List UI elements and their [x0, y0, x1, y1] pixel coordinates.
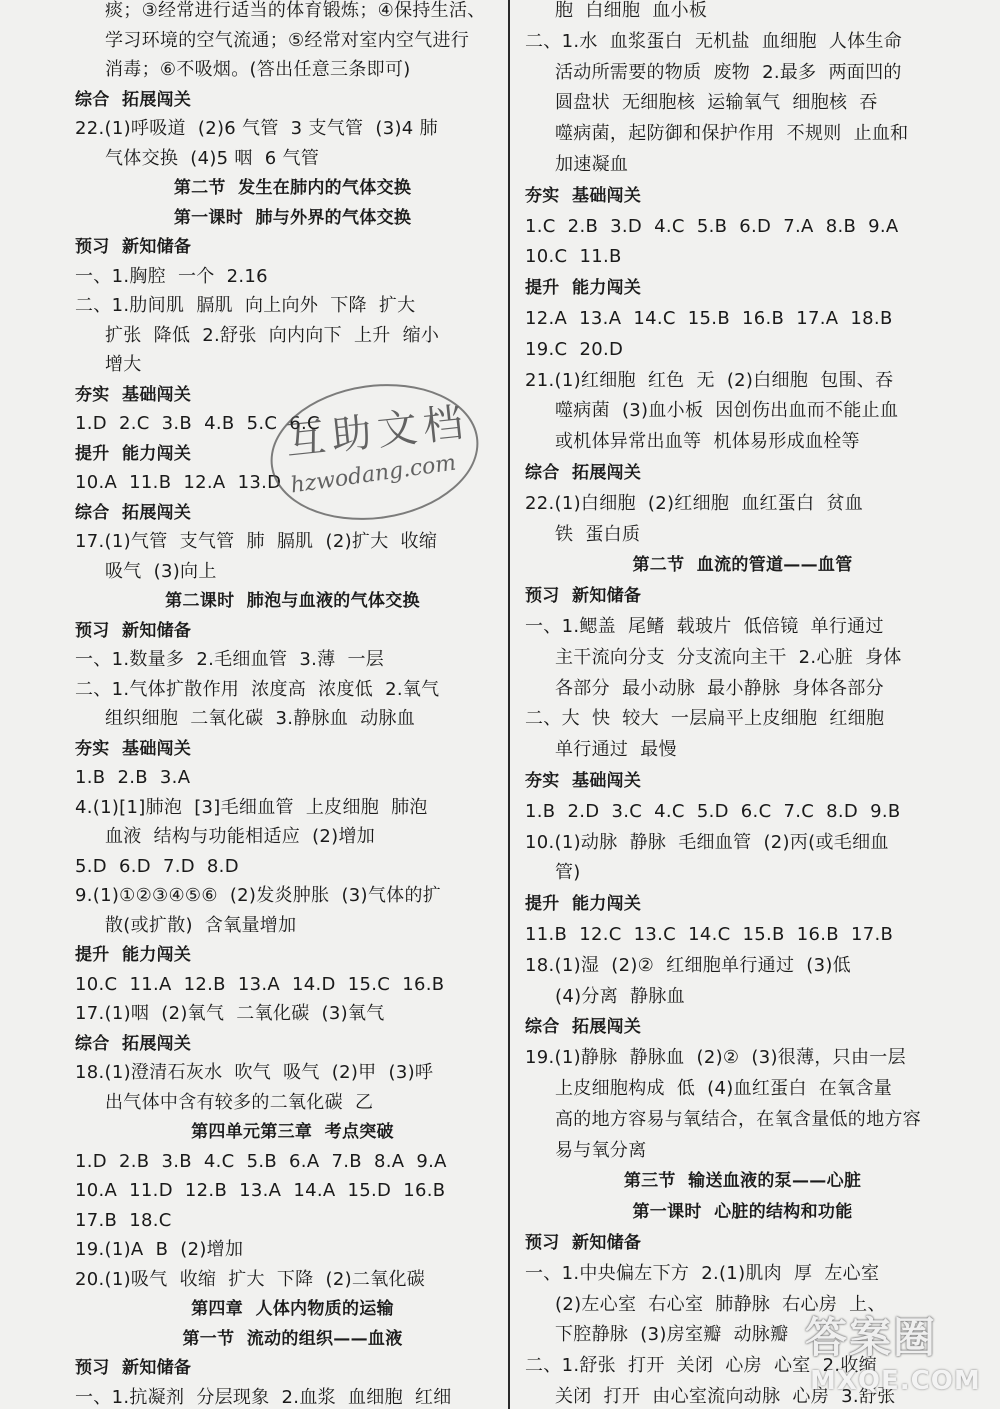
answer-line: 圆盘状 无细胞核 运输氧气 细胞核 吞 [555, 92, 878, 114]
answer-line: 下腔静脉 (3)房室瓣 动脉瓣 [555, 1324, 789, 1346]
answer-line: 组织细胞 二氧化碳 3.静脉血 动脉血 [105, 708, 416, 729]
answer-line: 17.(1)咽 (2)氧气 二氧化碳 (3)氧气 [75, 1003, 385, 1024]
section-heading: 第一课时 心脏的结构和功能 [632, 1202, 853, 1223]
answer-line: 21.(1)红细胞 红色 无 (2)白细胞 包围、吞 [525, 369, 894, 391]
section-heading: 第二节 血流的管道——血管 [632, 555, 853, 576]
answer-line: 加速凝血 [555, 154, 629, 175]
answer-line: 主干流向分支 分支流向主干 2.心脏 身体 [555, 646, 902, 668]
section-label: 夯实 基础闯关 [525, 185, 642, 206]
section-heading: 第四单元第三章 考点突破 [191, 1122, 394, 1142]
answer-line: 4.(1)[1]肺泡 [3]毛细血管 上皮细胞 肺泡 [75, 796, 428, 818]
answer-line: 18.(1)湿 (2)② 红细胞单行通过 (3)低 [525, 954, 851, 976]
answer-line: 一、1.鳃盖 尾鳍 载玻片 低倍镜 单行通过 [525, 616, 884, 637]
section-heading: 第一节 流动的组织——血液 [182, 1328, 403, 1349]
answer-line: 1.B 2.D 3.C 4.C 5.D 6.C 7.C 8.D 9.B [525, 800, 901, 822]
answer-line: 二、1.舒张 打开 关闭 心房 心室 2.收缩 [525, 1355, 877, 1377]
answer-line: 易与氧分离 [555, 1139, 647, 1161]
answer-line: 22.(1)呼吸道 (2)6 气管 3 支气管 (3)4 肺 [75, 118, 438, 139]
answer-line: 二、1.肋间肌 膈肌 向上向外 下降 扩大 [75, 295, 416, 316]
answer-line: 10.(1)动脉 静脉 毛细血管 (2)丙(或毛细血 [525, 831, 889, 853]
section-label: 预习 新知储备 [525, 586, 642, 607]
answer-line: 各部分 最小动脉 最小静脉 身体各部分 [555, 677, 884, 699]
answer-line: 1.D 2.B 3.B 4.C 5.B 6.A 7.B 8.A 9.A [75, 1150, 447, 1172]
answer-line: 11.B 12.C 13.C 14.C 15.B 16.B 17.B [525, 924, 894, 945]
answer-line: 1.B 2.B 3.A [75, 767, 191, 788]
section-label: 夯实 基础闯关 [75, 384, 192, 405]
section-label: 提升 能力闯关 [525, 278, 642, 299]
answer-line: 9.(1)①②③④⑤⑥ (2)发炎肿胀 (3)气体的扩 [75, 885, 442, 906]
answer-line: 19.(1)静脉 静脉血 (2)② (3)很薄，只由一层 [525, 1047, 906, 1069]
watermark [255, 380, 525, 525]
answer-line: 5.D 6.D 7.D 8.D [75, 855, 239, 877]
section-label: 夯实 基础闯关 [525, 771, 642, 791]
answer-line: 增大 [105, 354, 142, 375]
answer-line: 或机体异常出血等 机体易形成血栓等 [555, 431, 860, 453]
section-heading: 第二节 发生在肺内的气体交换 [173, 178, 412, 198]
column-divider [508, 0, 510, 1409]
watermark-text: 互助文档 [283, 399, 472, 465]
section-label: 预习 新知储备 [75, 620, 192, 641]
answer-line: 1.D 2.C 3.B 4.B 5.C 6.C [75, 413, 320, 434]
site-stamp [800, 1300, 995, 1405]
answer-line: 高的地方容易与氧结合，在氧含量低的地方容 [555, 1108, 921, 1130]
section-label: 综合 拓展闯关 [525, 463, 642, 483]
answer-line: 一、1.抗凝剂 分层现象 2.血浆 血细胞 红细 [75, 1386, 452, 1408]
answer-line: 出气体中含有较多的二氧化碳 乙 [105, 1091, 374, 1113]
section-label: 提升 能力闯关 [525, 894, 642, 915]
answer-line: 吸气 (3)向上 [105, 560, 217, 582]
stamp-url: MXQE.COM [810, 1366, 981, 1396]
section-label: 综合 拓展闯关 [525, 1017, 642, 1038]
answer-line: 上皮细胞构成 低 (4)血红蛋白 在氧含量 [555, 1078, 893, 1099]
answer-line: 10.A 11.B 12.A 13.D [75, 472, 282, 493]
section-label: 预习 新知储备 [75, 1358, 192, 1378]
answer-line: 扩张 降低 2.舒张 向内向下 上升 缩小 [105, 324, 440, 346]
watermark-url: hzwodang.com [289, 450, 458, 499]
answer-line: 一、1.数量多 2.毛细血管 3.薄 一层 [75, 649, 385, 670]
answer-line: 气体交换 (4)5 咽 6 气管 [105, 147, 320, 169]
answer-line: 20.(1)吸气 收缩 扩大 下降 (2)二氧化碳 [75, 1268, 426, 1290]
section-heading: 第一课时 肺与外界的气体交换 [173, 207, 412, 228]
answer-line: 散(或扩散) 含氧量增加 [105, 914, 297, 936]
section-heading: 第二课时 肺泡与血液的气体交换 [165, 591, 420, 611]
answer-line: 19.(1)A B (2)增加 [75, 1239, 244, 1260]
section-label: 提升 能力闯关 [75, 443, 192, 464]
answer-line: 1.C 2.B 3.D 4.C 5.B 6.D 7.A 8.B 9.A [525, 215, 899, 237]
answer-line: 铁 蛋白质 [555, 523, 641, 545]
answer-line: 学习环境的空气流通；⑤经常对室内空气进行 [105, 29, 470, 51]
answer-line: 12.A 13.A 14.C 15.B 16.B 17.A 18.B [525, 308, 893, 329]
section-label: 夯实 基础闯关 [75, 738, 192, 759]
answer-line: 血液 结构与功能相适应 (2)增加 [105, 826, 376, 847]
answer-line: 活动所需要的物质 废物 2.最多 两面凹的 [555, 61, 902, 83]
answer-line: 关闭 打开 由心室流向动脉 心房 3.舒张 [555, 1386, 896, 1407]
answer-line: 管) [555, 862, 581, 884]
answer-line: 噬病菌，起防御和保护作用 不规则 止血和 [555, 123, 909, 145]
section-heading: 第三节 输送血液的泵——心脏 [623, 1171, 862, 1192]
answer-line: (2)左心室 右心室 肺静脉 右心房 上、 [555, 1293, 886, 1315]
left-column [75, 0, 510, 1409]
answer-line: 10.A 11.D 12.B 13.A 14.A 15.D 16.B [75, 1180, 446, 1201]
answer-line: 二、1.气体扩散作用 浓度高 浓度低 2.氧气 [75, 678, 440, 700]
answer-line: 17.B 18.C [75, 1209, 172, 1231]
answer-line: 19.C 20.D [525, 338, 624, 360]
answer-line: 胞 白细胞 血小板 [555, 0, 708, 21]
section-label: 综合 拓展闯关 [75, 89, 192, 110]
section-heading: 第四章 人体内物质的运输 [191, 1299, 394, 1319]
answer-line: 二、1.水 血浆蛋白 无机盐 血细胞 人体生命 [525, 30, 903, 52]
answer-line: 二、大 快 较大 一层扁平上皮细胞 红细胞 [525, 708, 885, 730]
answer-line: 消毒；⑥不吸烟。(答出任意三条即可) [105, 59, 411, 80]
answer-line: 噬病菌 (3)血小板 因创伤出血而不能止血 [555, 400, 899, 422]
answer-line: 22.(1)白细胞 (2)红细胞 血红蛋白 贫血 [525, 492, 864, 514]
section-label: 综合 拓展闯关 [75, 502, 192, 523]
section-label: 预习 新知储备 [75, 237, 192, 257]
section-label: 提升 能力闯关 [75, 945, 192, 965]
answer-line: 10.C 11.B [525, 246, 622, 268]
section-label: 预习 新知储备 [525, 1233, 642, 1253]
answer-line: 17.(1)气管 支气管 肺 膈肌 (2)扩大 收缩 [75, 531, 438, 552]
right-column [525, 0, 960, 1409]
answer-line: 单行通过 最慢 [555, 739, 677, 761]
section-label: 综合 拓展闯关 [75, 1033, 192, 1054]
answer-line: 痰；③经常进行适当的体育锻炼；④保持生活、 [105, 0, 486, 21]
answer-line: 一、1.胸腔 一个 2.16 [75, 265, 268, 287]
answer-line: (4)分离 静脉血 [555, 985, 685, 1007]
stamp-logo-text: 答案圈 [805, 1313, 938, 1362]
answer-line: 一、1.中央偏左下方 2.(1)肌肉 厚 左心室 [525, 1262, 880, 1284]
answer-line: 10.C 11.A 12.B 13.A 14.D 15.C 16.B [75, 973, 445, 995]
answer-line: 18.(1)澄清石灰水 吹气 吸气 (2)甲 (3)呼 [75, 1062, 434, 1083]
